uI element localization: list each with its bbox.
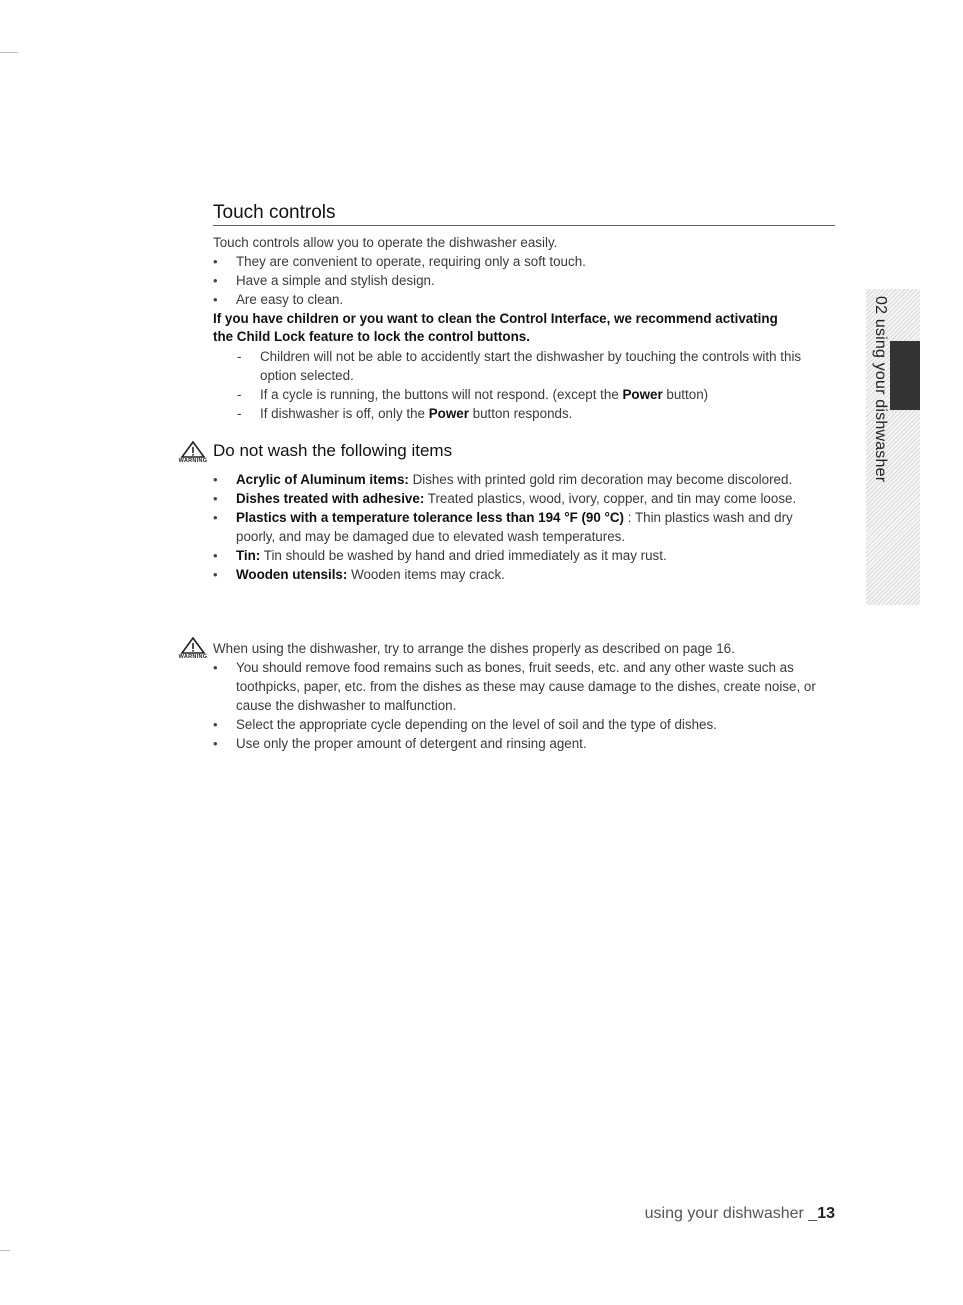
chapter-tab-label: 02 using your dishwasher <box>872 296 889 483</box>
text-run: If dishwasher is off, only the <box>260 406 429 421</box>
child-lock-note <box>213 310 833 346</box>
touch-controls-body <box>213 233 833 423</box>
child-lock-line: If you have children or you want to clean the Control Interface, we recommend activating <box>213 311 778 326</box>
text-run: button responds. <box>468 406 573 421</box>
warning-label: WARNING <box>178 458 208 464</box>
do-not-wash-title: Do not wash the following items <box>213 441 453 460</box>
warning-icon <box>175 440 211 466</box>
item-text: Tin should be washed by hand and dried immediately as it may rust. <box>260 548 667 563</box>
list-item: • They are convenient to operate, requiring only a soft touch. <box>213 252 833 271</box>
text-run: button) <box>662 387 709 402</box>
touch-intro: Touch controls allow you to operate the dishwasher easily. <box>213 235 558 250</box>
list-item: • Select the appropriate cycle depending on the level of soil and the type of dishes. <box>213 715 833 734</box>
item-term: Dishes treated with adhesive: <box>236 491 425 506</box>
page-footer <box>645 1205 835 1223</box>
crop-mark <box>0 1250 10 1251</box>
list-item <box>213 404 833 423</box>
list-item <box>213 565 833 584</box>
item-term: Acrylic of Aluminum items: <box>236 472 409 487</box>
item-text: Dishes with printed gold rim decoration may become discolored. <box>408 472 793 487</box>
item-term: Plastics with a temperature tolerance less than 194 °F (90 °C) <box>236 510 625 525</box>
warning-icon <box>175 636 211 662</box>
power-term: Power <box>428 406 469 421</box>
warning-label: WARNING <box>178 654 208 660</box>
usage-section <box>213 639 833 753</box>
text-run: If a cycle is running, the buttons will not respond. (except the <box>260 387 623 402</box>
list-item: • Are easy to clean. <box>213 290 833 309</box>
list-item: - Children will not be able to accidently start the dishwasher by touching the controls with this option selected. <box>213 347 833 385</box>
footer-text: using your dishwasher _ <box>644 1205 818 1222</box>
item-term: Tin: <box>236 548 261 563</box>
usage-lead: When using the dishwasher, try to arrange the dishes properly as described on page 16. <box>213 641 735 656</box>
do-not-wash-list <box>213 470 833 584</box>
list-item: • Use only the proper amount of detergent and rinsing agent. <box>213 734 833 753</box>
crop-mark <box>0 52 18 53</box>
list-item <box>213 470 833 489</box>
list-item <box>213 546 833 565</box>
list-item: • Have a simple and stylish design. <box>213 271 833 290</box>
child-lock-line: the Child Lock feature to lock the control buttons. <box>213 329 530 344</box>
item-text: Wooden items may crack. <box>347 567 505 582</box>
list-item <box>213 508 833 546</box>
list-item <box>213 489 833 508</box>
section-title-touch-controls: Touch controls <box>213 202 835 226</box>
item-text: : Thin plastics wash and dry poorly, and may be damaged due to elevated wash temperatures. <box>236 510 793 544</box>
list-item <box>213 385 833 404</box>
item-term: Wooden utensils: <box>236 567 348 582</box>
power-term: Power <box>622 387 663 402</box>
item-text: Treated plastics, wood, ivory, copper, and tin may come loose. <box>424 491 797 506</box>
page-number: 13 <box>817 1205 835 1222</box>
list-item: • You should remove food remains such as bones, fruit seeds, etc. and any other waste such as toothpicks, paper, etc. from the dishes as these may cause damage to the dishes, create noise, or cause the dishwasher to malfunction. <box>213 658 833 715</box>
do-not-wash-section <box>213 440 833 584</box>
chapter-tab-marker <box>890 341 920 410</box>
